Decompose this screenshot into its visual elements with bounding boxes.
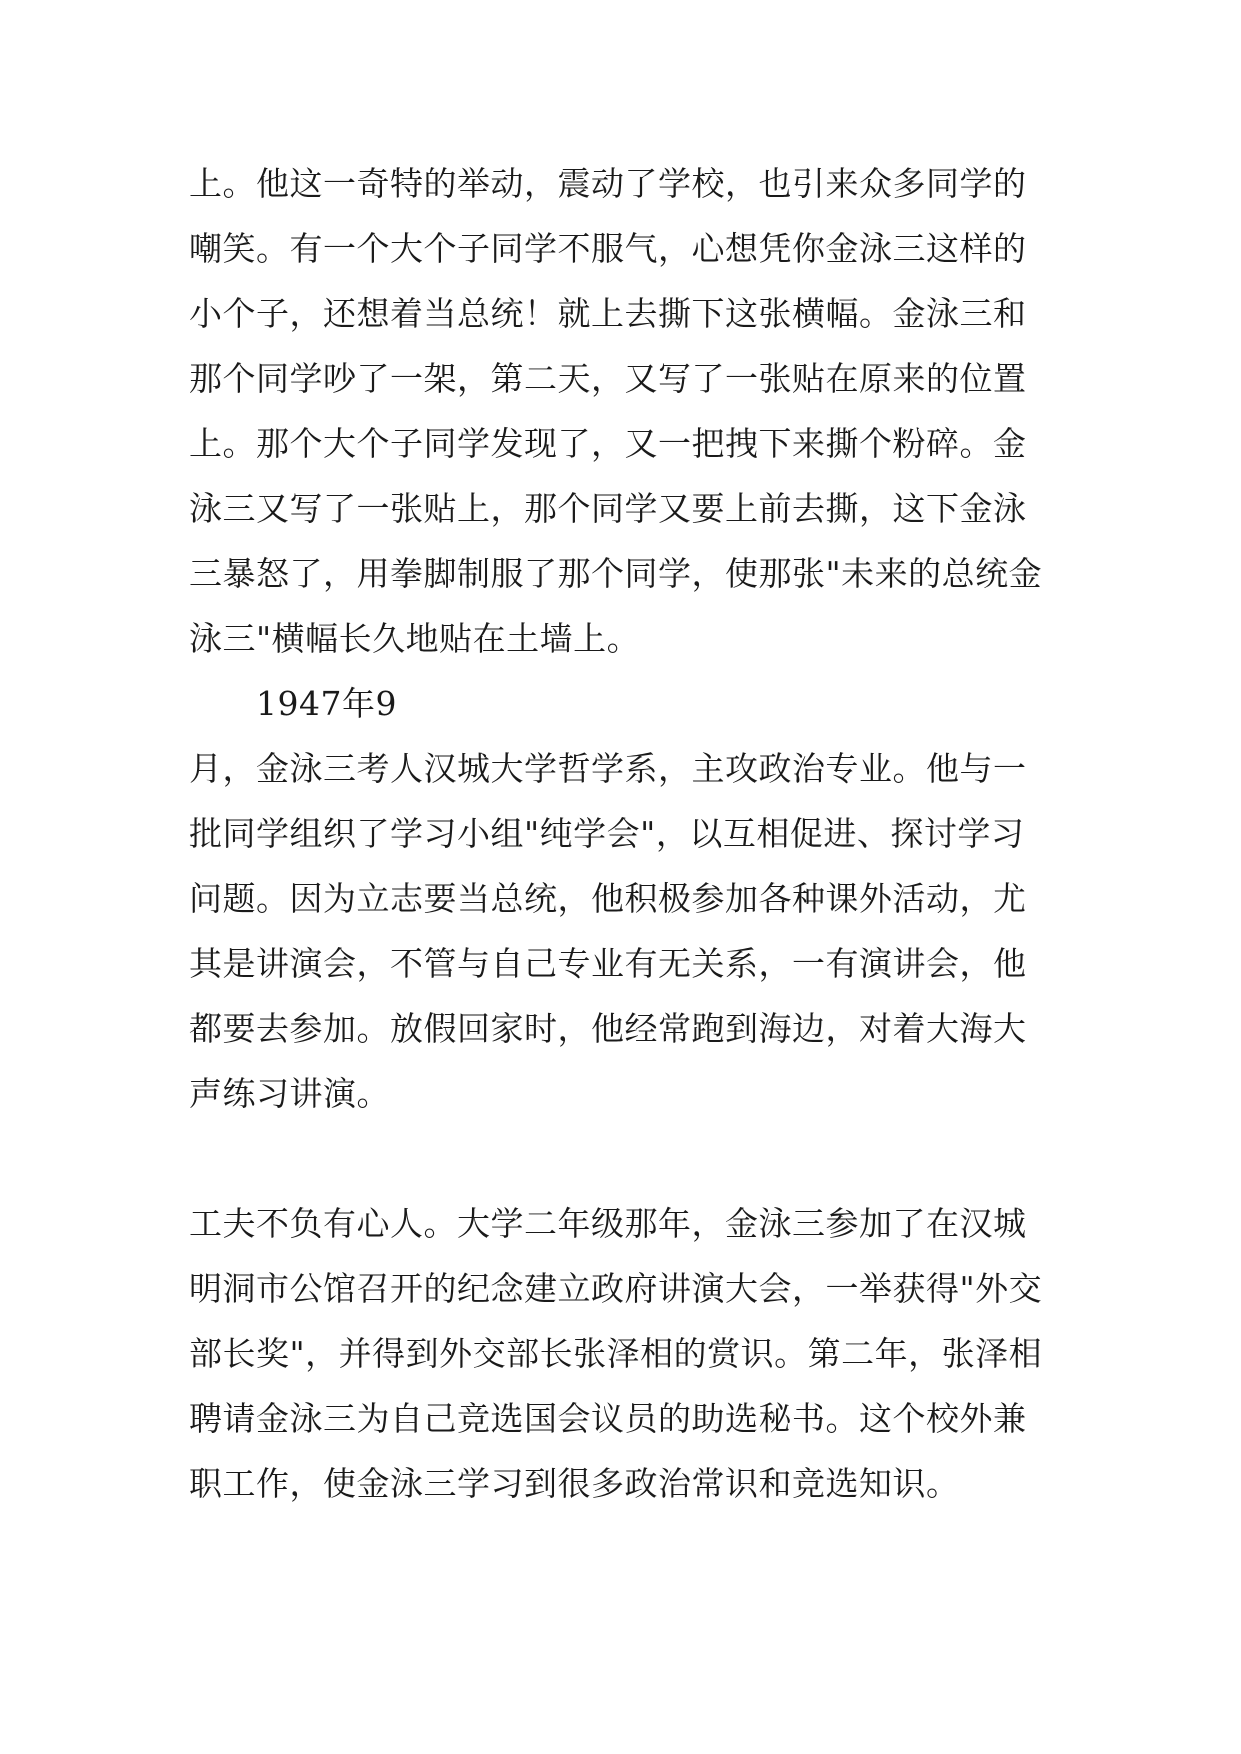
text-line: 上。他这一奇特的举动，震动了学校，也引来众多同学的 <box>189 164 1027 203</box>
text-line: 问题。因为立志要当总统，他积极参加各种课外活动，尤 <box>189 879 1027 918</box>
text-line: 职工作，使金泳三学习到很多政治常识和竞选知识。 <box>189 1464 960 1503</box>
text-line: 工夫不负有心人。大学二年级那年，金泳三参加了在汉城 <box>189 1204 1027 1243</box>
text-line: 部长奖"，并得到外交部长张泽相的赏识。第二年，张泽相 <box>189 1334 1043 1373</box>
text-line: 都要去参加。放假回家时，他经常跑到海边，对着大海大 <box>189 1009 1027 1048</box>
text-line: 嘲笑。有一个大个子同学不服气，心想凭你金泳三这样的 <box>189 229 1027 268</box>
text-line: 泳三又写了一张贴上，那个同学又要上前去撕，这下金泳 <box>189 489 1027 528</box>
text-line: 三暴怒了，用拳脚制服了那个同学，使那张"未来的总统金 <box>189 554 1043 593</box>
text-line: 那个同学吵了一架，第二天，又写了一张贴在原来的位置 <box>189 359 1027 398</box>
text-line: 声练习讲演。 <box>189 1074 390 1113</box>
text-line: 月，金泳三考人汉城大学哲学系，主攻政治专业。他与一 <box>189 749 1027 788</box>
text-line: 上。那个大个子同学发现了，又一把拽下来撕个粉碎。金 <box>189 424 1027 463</box>
text-line: 泳三"横幅长久地贴在土墙上。 <box>189 619 641 658</box>
text-line: 其是讲演会，不管与自己专业有无关系，一有演讲会，他 <box>189 944 1027 983</box>
text-line: 小个子，还想着当总统！就上去撕下这张横幅。金泳三和 <box>189 294 1027 333</box>
text-line: 1947年9 <box>256 684 397 723</box>
text-line: 聘请金泳三为自己竞选国会议员的助选秘书。这个校外兼 <box>189 1399 1027 1438</box>
text-line: 明洞市公馆召开的纪念建立政府讲演大会，一举获得"外交 <box>189 1269 1043 1308</box>
text-line: 批同学组织了学习小组"纯学会"，以互相促进、探讨学习 <box>189 814 1025 853</box>
